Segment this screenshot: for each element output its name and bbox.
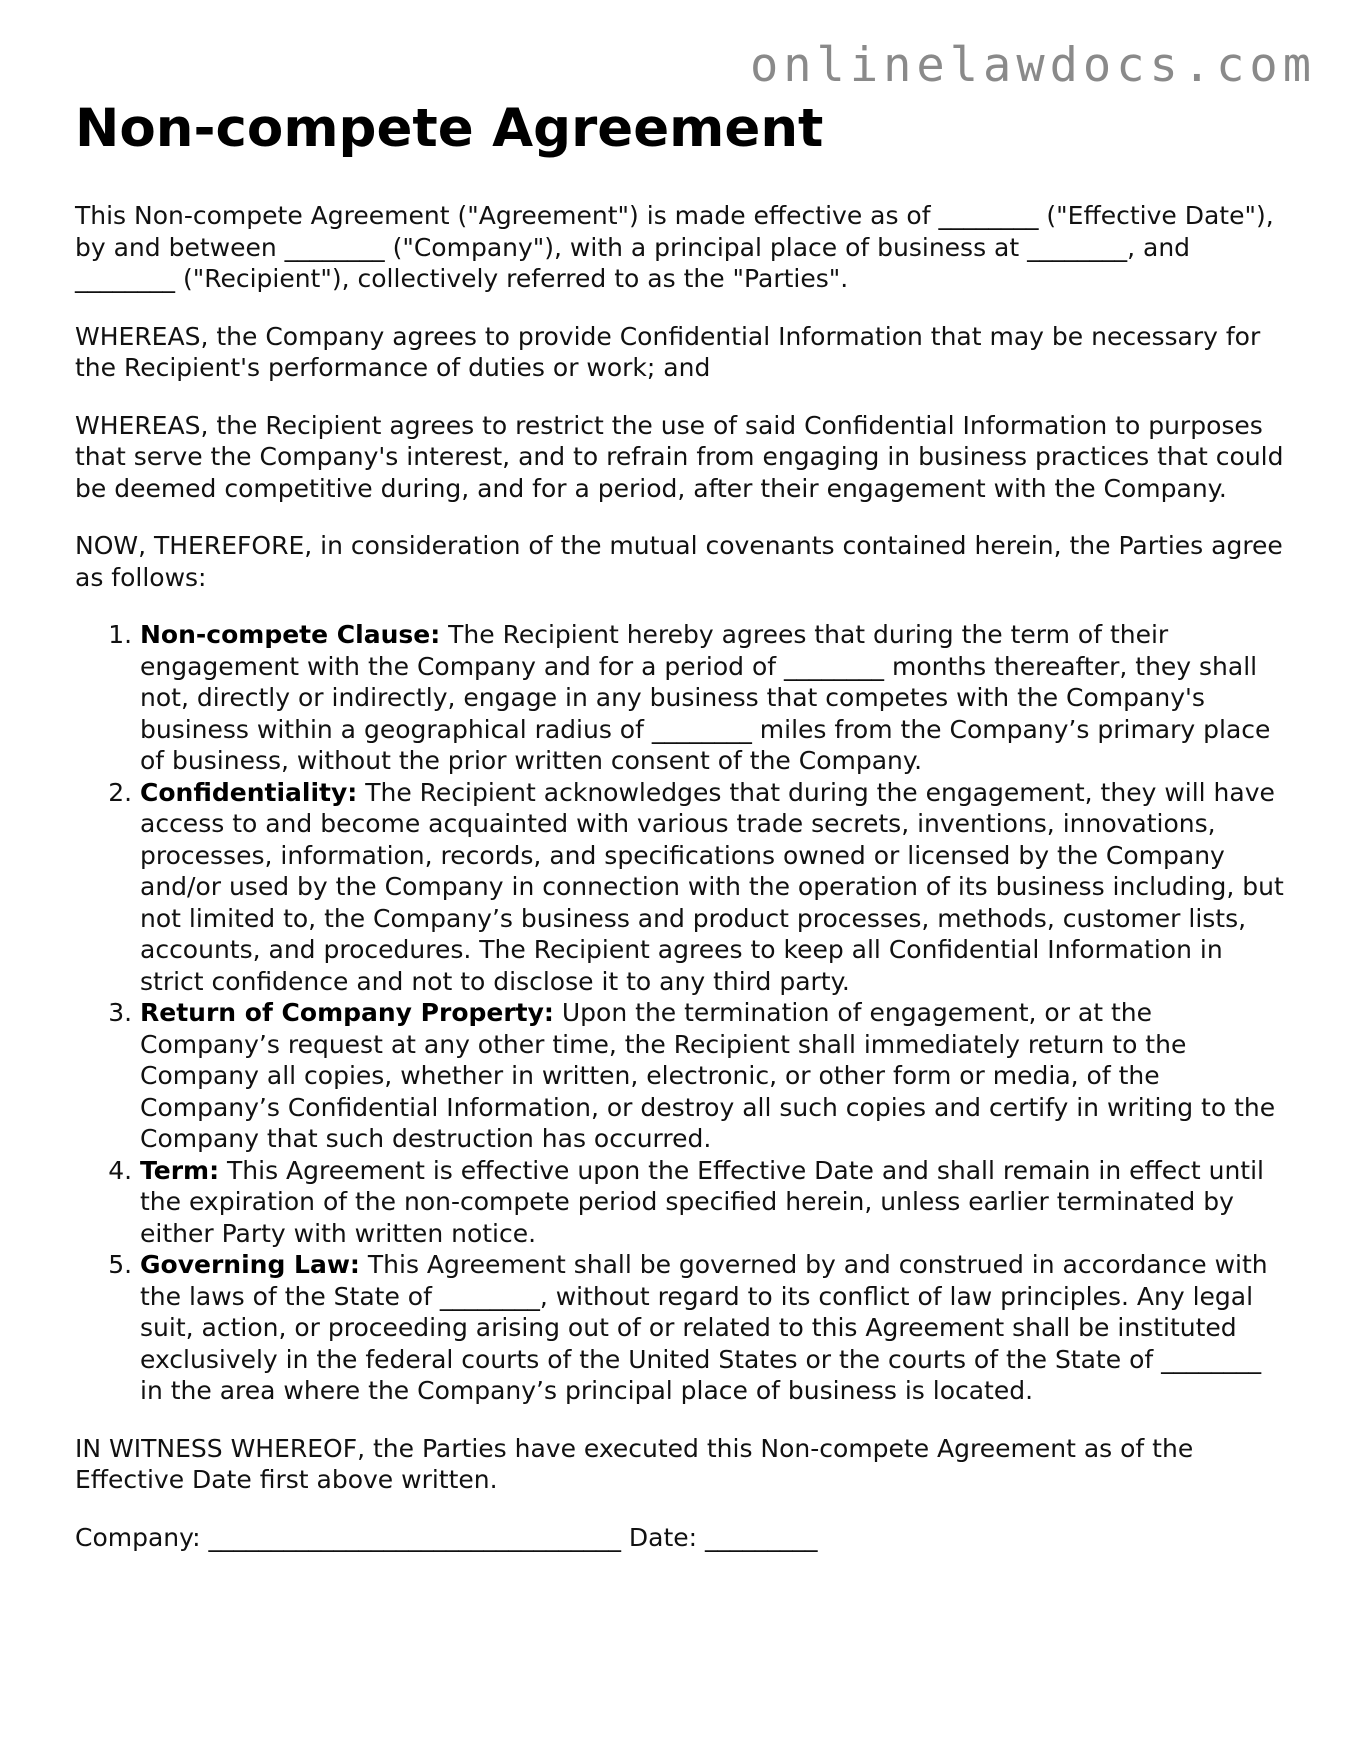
witness-paragraph: IN WITNESS WHEREOF, the Parties have executed this Non-compete Agreement as of the Effective Date first above written. [75,1433,1194,1494]
clause-heading: Governing Law: [140,1250,360,1279]
whereas-paragraph-1: WHEREAS, the Company agrees to provide Confidential Information that may be necessary for the Recipient's performance of duties or work; and [75,321,1261,382]
clause-item [140,777,1290,998]
clause-heading: Non-compete Clause: [140,620,441,649]
clause-text: This Agreement shall be governed by and construed in accordance with the laws of the State of ________, without regard to its conflict of law principles. Any legal suit, action, or proceeding arising out of or related to this Agreement shall be instituted exclusively in the federal courts of the United States or the courts of the State of ________ in the area where the Company’s principal place of business is located. [140,1250,1268,1405]
document-title: Non-compete Agreement [75,98,824,159]
document-body [75,94,1290,1579]
clause-item [140,1249,1290,1407]
clause-text: Upon the termination of engagement, or at the Company’s request at any other time, the Recipient shall immediately return to the Company all copies, whether in written, electronic, or other form or media, of the Company’s Confidential Information, or destroy all such copies and certify in writing to the Company that such destruction has occurred. [140,998,1276,1153]
clause-heading: Confidentiality: [140,777,358,807]
whereas-paragraph-2: WHEREAS, the Recipient agrees to restrict the use of said Confidential Information to purposes that serve the Company's interest, and to refrain from engaging in business practices that could be deemed competitive during, and for a period, after their engagement with the Company. [75,410,1284,503]
now-therefore-paragraph: NOW, THEREFORE, in consideration of the mutual covenants contained herein, the Parties agree as follows: [75,531,1283,592]
intro-paragraph: This Non-compete Agreement ("Agreement") is made effective as of ________ ("Effective Date"), by and between ________ ("Company"), with a principal place of business at ________, and ________ ("Recipient"), collectively referred to as the "Parties". [75,201,1274,293]
clause-heading: Return of Company Property: [140,998,554,1027]
clause-text: This Agreement is effective upon the Effective Date and shall remain in effect until the expiration of the non-compete period specified herein, unless earlier terminated by either Party with written notice. [140,1155,1264,1248]
watermark-logo: onlinelawdocs.com [749,38,1316,93]
signature-line: Company: _________________________________ Date: _________ [75,1522,818,1552]
clause-item [140,997,1290,1155]
clause-item [140,619,1290,777]
clause-text: The Recipient hereby agrees that during the term of their engagement with the Company and for a period of ________ months thereafter, they shall not, directly or indirectly, engage in any business that competes with the Company's business within a geographical radius of ________ miles from the Company’s primary place of business, without the prior written consent of the Company. [140,620,1271,775]
clause-heading: Term: [140,1155,220,1185]
clause-item [140,1155,1290,1250]
clause-text: The Recipient acknowledges that during the engagement, they will have access to and become acquainted with various trade secrets, inventions, innovations, processes, information, records, and specifications owned or licensed by the Company and/or used by the Company in connection with the operation of its business including, but not limited to, the Company’s business and product processes, methods, customer lists, accounts, and procedures. The Recipient agrees to keep all Confidential Information in strict confidence and not to disclose it to any third party. [140,777,1284,996]
clause-list [75,619,1290,1407]
